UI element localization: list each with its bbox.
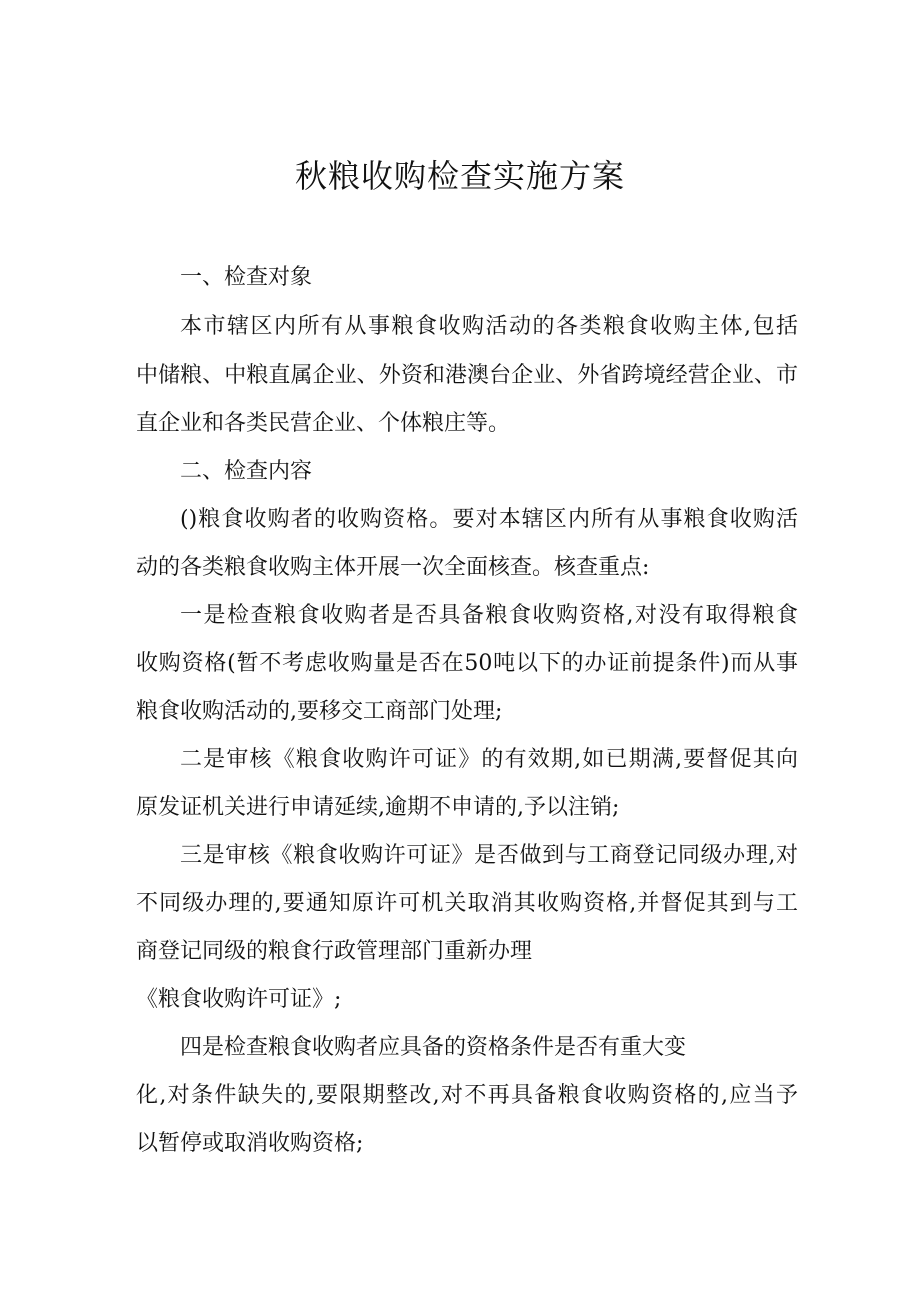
paragraph-line: 动的各类粮食收购主体开展一次全面核查。核查重点: <box>136 555 650 580</box>
paragraph-line: 三是审核《粮食收购许可证》是否做到与工商登记同级办理,对 <box>180 843 798 868</box>
paragraph-line: 一是检查粮食收购者是否具备粮食收购资格,对没有取得粮食 <box>180 603 798 628</box>
paragraph-line: 本市辖区内所有从事粮食收购活动的各类粮食收购主体,包括 <box>180 314 798 339</box>
paragraph-line: 四是检查粮食收购者应具备的资格条件是否有重大变 <box>180 1035 687 1060</box>
paragraph-line: 不同级办理的,要通知原许可机关取消其收购资格,并督促其到与工 <box>136 891 798 916</box>
paragraph-line: 粮食收购活动的,要移交工商部门处理; <box>136 699 503 724</box>
paragraph-line: 化,对条件缺失的,要限期整改,对不再具备粮食收购资格的,应当予 <box>136 1083 798 1108</box>
paragraph-line: 商登记同级的粮食行政管理部门重新办理 <box>136 939 533 964</box>
paragraph-line: 原发证机关进行申请延续,逾期不申请的,予以注销; <box>136 795 620 820</box>
paragraph-line: 《粮食收购许可证》; <box>136 987 342 1012</box>
section-heading-inspection-target: 一、检查对象 <box>180 265 313 290</box>
paragraph-line: 中储粮、中粮直属企业、外资和港澳台企业、外省跨境经营企业、市 <box>136 363 798 388</box>
paragraph-line: 直企业和各类民营企业、个体粮庄等。 <box>136 411 511 436</box>
section-heading-inspection-content: 二、检查内容 <box>180 459 313 484</box>
paragraph-line: 二是审核《粮食收购许可证》的有效期,如已期满,要督促其向 <box>180 747 798 772</box>
paragraph-line: 收购资格(暂不考虑收购量是否在50吨以下的办证前提条件)而从事 <box>136 651 798 676</box>
paragraph-line: ()粮食收购者的收购资格。要对本辖区内所有从事粮食收购活 <box>180 507 798 532</box>
document-title: 秋粮收购检查实施方案 <box>294 157 625 195</box>
paragraph-line: 以暂停或取消收购资格; <box>136 1131 364 1156</box>
